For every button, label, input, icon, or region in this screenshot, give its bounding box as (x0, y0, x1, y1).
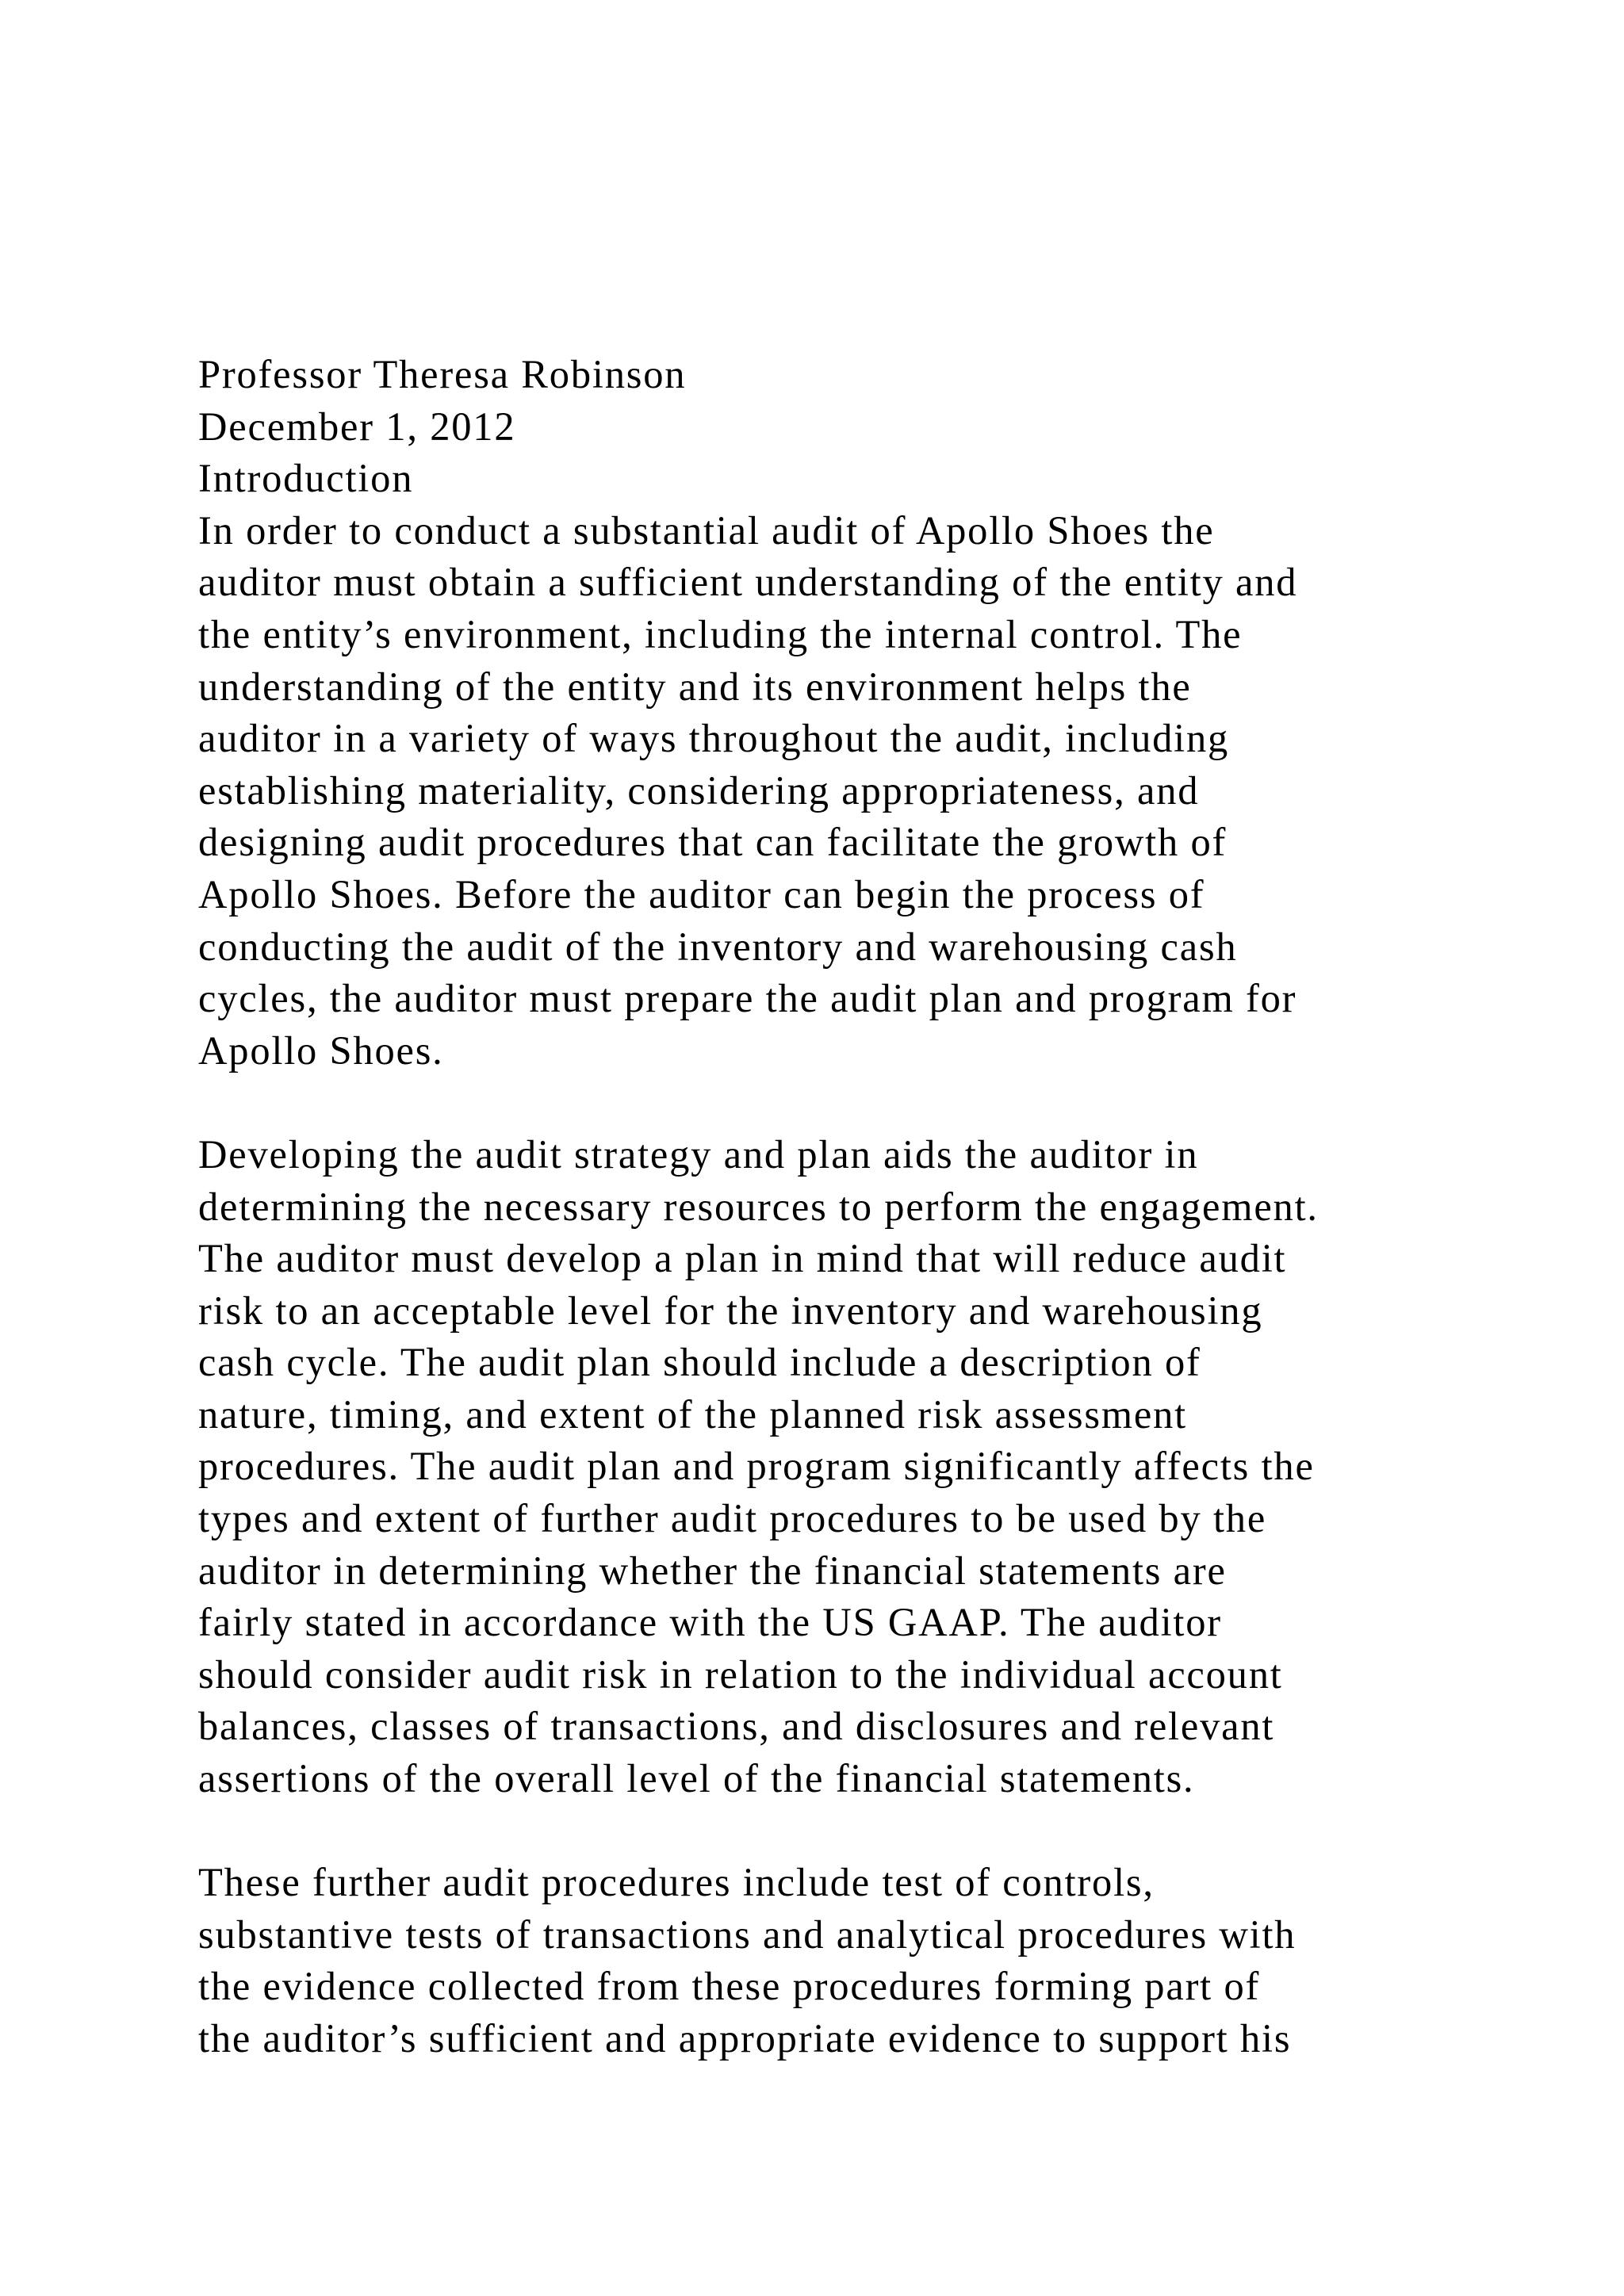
paragraph-line: In order to conduct a substantial audit of Apollo Shoes the (198, 507, 1215, 553)
paragraph-line: the entity’s environment, including the internal control. The (198, 611, 1243, 656)
paragraph-line: substantive tests of transactions and analytical procedures with (198, 1911, 1297, 1957)
paragraph-line: The auditor must develop a plan in mind that will reduce audit (198, 1236, 1287, 1281)
paragraph-spacer (198, 1077, 1515, 1129)
paragraph-line: Developing the audit strategy and plan aids the auditor in (198, 1131, 1199, 1177)
section-heading: Introduction (198, 456, 414, 501)
paragraph-line: should consider audit risk in relation to the individual account (198, 1651, 1283, 1697)
paragraph-1 (198, 505, 1515, 1077)
paragraph-2 (198, 1129, 1515, 1805)
document-date: December 1, 2012 (198, 404, 516, 449)
paragraph-spacer (198, 1805, 1515, 1858)
paragraph-line: fairly stated in accordance with the US GAAP. The auditor (198, 1600, 1222, 1645)
paragraph-line: designing audit procedures that can facilitate the growth of (198, 820, 1228, 865)
paragraph-line: risk to an acceptable level for the inventory and warehousing (198, 1288, 1263, 1333)
paragraph-line: auditor in determining whether the financial statements are (198, 1548, 1227, 1593)
paragraph-line: These further audit procedures include test of controls, (198, 1860, 1155, 1905)
professor-name: Professor Theresa Robinson (198, 352, 687, 396)
paragraph-line: assertions of the overall level of the financial statements. (198, 1756, 1195, 1801)
paragraph-line: auditor must obtain a sufficient understanding of the entity and (198, 560, 1298, 605)
paragraph-line: the evidence collected from these procedures forming part of (198, 1964, 1261, 2009)
paragraph-line: establishing materiality, considering appropriateness, and (198, 767, 1200, 813)
paragraph-line: the auditor’s sufficient and appropriate evidence to support his (198, 2016, 1292, 2061)
paragraph-line: cash cycle. The audit plan should include a description of (198, 1340, 1201, 1385)
paragraph-line: procedures. The audit plan and program significantly affects the (198, 1444, 1315, 1489)
paragraph-line: cycles, the auditor must prepare the audit plan and program for (198, 976, 1297, 1021)
paragraph-line: types and extent of further audit procedures to be used by the (198, 1496, 1267, 1541)
paragraph-line: nature, timing, and extent of the planned risk assessment (198, 1391, 1187, 1437)
paragraph-line: determining the necessary resources to perform the engagement. (198, 1184, 1319, 1229)
paragraph-line: balances, classes of transactions, and disclosures and relevant (198, 1704, 1275, 1749)
paragraph-line: Apollo Shoes. Before the auditor can begin the process of (198, 871, 1205, 916)
paragraph-line: conducting the audit of the inventory and warehousing cash (198, 924, 1238, 969)
document-body (198, 349, 1515, 2065)
paragraph-line: Apollo Shoes. (198, 1027, 444, 1073)
paragraph-line: understanding of the entity and its environment helps the (198, 664, 1192, 709)
paragraph-line: auditor in a variety of ways throughout the audit, including (198, 716, 1230, 761)
paragraph-3 (198, 1857, 1515, 2064)
